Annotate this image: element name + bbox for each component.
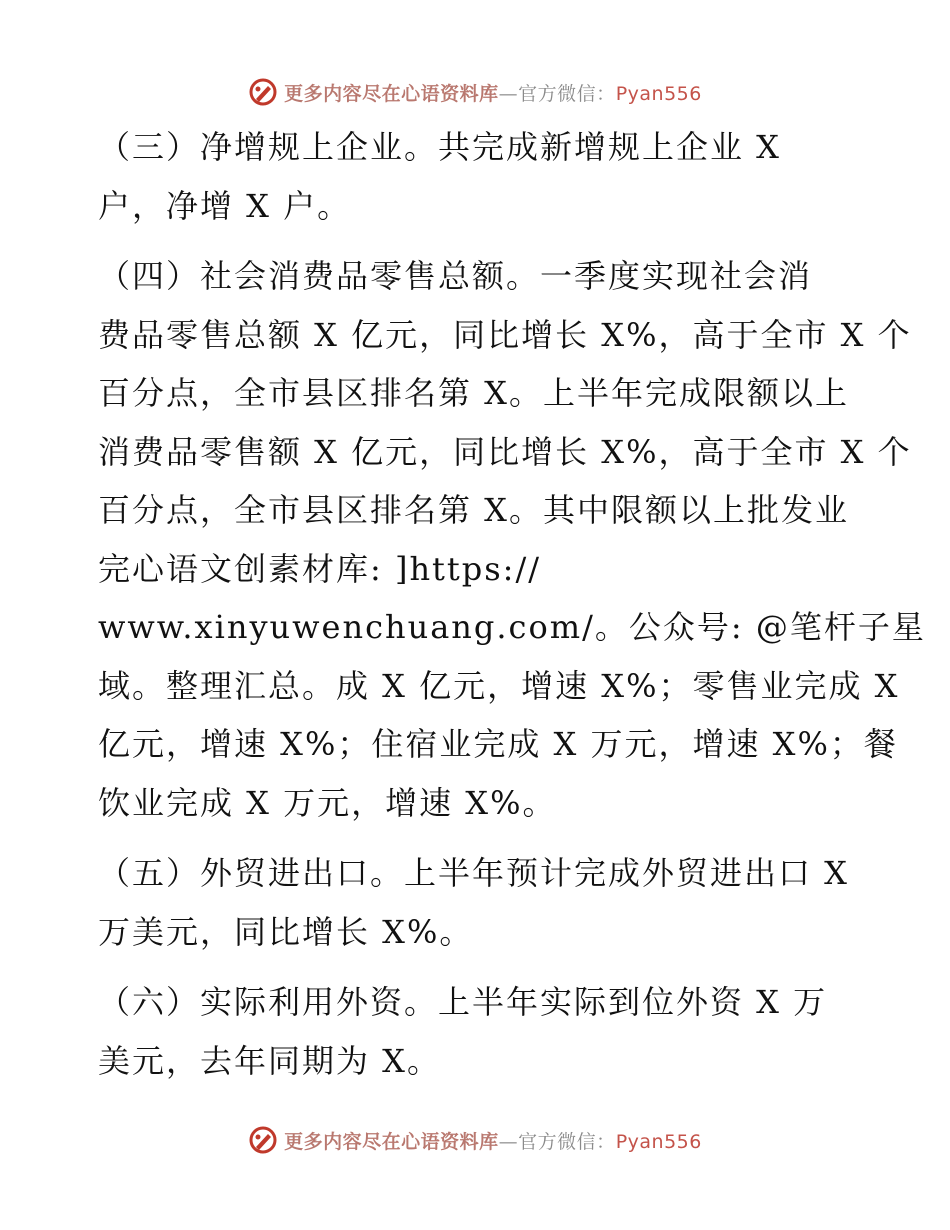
banner-dash: — — [498, 1130, 519, 1153]
text-line: 百分点，全市县区排名第 X。上半年完成限额以上 — [98, 374, 849, 412]
text-line: （三）净增规上企业。共完成新增规上企业 X — [98, 128, 781, 166]
header-banner — [0, 72, 950, 112]
document-body — [98, 118, 926, 1102]
text-line: www.xinyuwenchuang.com/。公众号: @笔杆子星 — [98, 608, 926, 646]
footer-banner — [0, 1120, 950, 1160]
paragraph-4 — [98, 247, 926, 832]
text-line: （五）外贸进出口。上半年预计完成外贸进出口 X — [98, 854, 849, 892]
text-line: 完心语文创素材库: ]https:// — [98, 549, 542, 588]
paragraph-5 — [98, 844, 858, 961]
paragraph-6 — [98, 973, 858, 1090]
banner-text — [284, 79, 702, 106]
text-line: 费品零售总额 X 亿元，同比增长 X%，高于全市 X 个 — [98, 315, 912, 354]
banner-dash: — — [498, 82, 519, 105]
banner-wechat-label: 官方微信： — [518, 1130, 616, 1153]
text-line: 万美元，同比增长 X%。 — [98, 912, 474, 951]
text-line: 饮业完成 X 万元，增速 X%。 — [98, 783, 557, 822]
text-line: 域。整理汇总。成 X 亿元，增速 X%；零售业完成 X — [98, 666, 900, 705]
text-line: 亿元，增速 X%；住宿业完成 X 万元，增速 X%；餐 — [98, 725, 898, 763]
banner-main-text: 更多内容尽在心语资料库 — [284, 82, 499, 105]
text-line: 百分点，全市县区排名第 X。其中限额以上批发业 — [98, 491, 849, 529]
banner-wechat-label: 官方微信： — [518, 82, 616, 105]
text-line: 户，净增 X 户。 — [98, 186, 352, 225]
text-line: （四）社会消费品零售总额。一季度实现社会消 — [98, 257, 813, 295]
banner-text — [284, 1127, 702, 1154]
pen-logo-icon — [248, 77, 278, 107]
paragraph-3 — [98, 118, 858, 235]
text-line: 美元，去年同期为 X。 — [98, 1041, 441, 1080]
pen-logo-icon — [248, 1125, 278, 1155]
banner-wechat-id: Pyan556 — [615, 1130, 702, 1153]
text-line: 消费品零售额 X 亿元，同比增长 X%，高于全市 X 个 — [98, 432, 912, 471]
banner-main-text: 更多内容尽在心语资料库 — [284, 1130, 499, 1153]
banner-wechat-id: Pyan556 — [615, 82, 702, 105]
text-line: （六）实际利用外资。上半年实际到位外资 X 万 — [98, 983, 828, 1021]
